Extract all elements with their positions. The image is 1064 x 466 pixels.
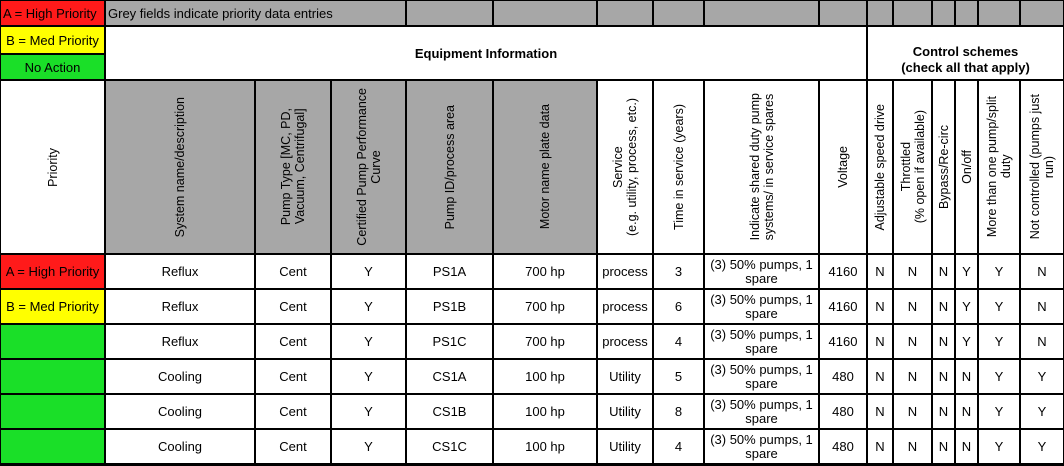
cell-system[interactable] — [105, 429, 255, 464]
cell-throttled[interactable] — [893, 429, 932, 464]
cell-bypass[interactable] — [932, 394, 955, 429]
cell-cert-text: Y — [364, 334, 373, 349]
cell-system[interactable] — [105, 394, 255, 429]
cell-notctrl[interactable] — [1020, 324, 1064, 359]
cell-service[interactable] — [597, 254, 653, 289]
section-equipment-information[interactable] — [105, 26, 867, 80]
cell-split-text: Y — [994, 299, 1004, 314]
legend-high-priority-text: A = High Priority — [3, 5, 97, 21]
header-grey-cell[interactable] — [867, 0, 893, 26]
cell-priority-text: A = High Priority — [5, 264, 100, 279]
header-grey-cell[interactable] — [493, 0, 597, 26]
cell-service[interactable] — [597, 324, 653, 359]
cell-priority[interactable] — [0, 254, 105, 289]
cell-system-text: Cooling — [157, 404, 203, 419]
cell-asd-text: N — [875, 264, 885, 279]
cell-id[interactable] — [406, 429, 493, 464]
cell-throttled[interactable] — [893, 254, 932, 289]
cell-notctrl[interactable] — [1020, 359, 1064, 394]
cell-asd[interactable] — [867, 324, 893, 359]
cell-bypass[interactable] — [932, 324, 955, 359]
cell-split-text: Y — [994, 264, 1004, 279]
column-header-time-text: Time in service (years) — [671, 104, 686, 230]
column-header-service-text: Service (e.g. utility, process, etc.) — [611, 97, 639, 236]
cell-time[interactable] — [653, 324, 704, 359]
column-header-system[interactable] — [105, 80, 255, 254]
cell-voltage-text: 480 — [832, 369, 854, 384]
cell-throttled-text: N — [907, 439, 918, 454]
column-header-voltage[interactable] — [819, 80, 867, 254]
cell-onoff[interactable] — [955, 289, 978, 324]
cell-time[interactable] — [653, 289, 704, 324]
cell-split[interactable] — [978, 289, 1020, 324]
cell-system-text: Reflux — [161, 299, 199, 314]
cell-service[interactable] — [597, 394, 653, 429]
cell-onoff[interactable] — [955, 394, 978, 429]
cell-notctrl[interactable] — [1020, 429, 1064, 464]
cell-shared[interactable] — [704, 254, 819, 289]
cell-cert-text: Y — [364, 264, 373, 279]
cell-cert[interactable] — [331, 289, 406, 324]
cell-asd[interactable] — [867, 289, 893, 324]
header-grey-cell[interactable] — [597, 0, 653, 26]
cell-shared[interactable] — [704, 289, 819, 324]
cell-voltage[interactable] — [819, 254, 867, 289]
cell-voltage-text: 4160 — [828, 299, 858, 314]
cell-time[interactable] — [653, 429, 704, 464]
cell-voltage-text: 4160 — [828, 334, 858, 349]
cell-service-text: Utility — [609, 404, 641, 419]
note-grey-fields-text: Grey fields indicate priority data entries — [108, 5, 333, 21]
cell-voltage[interactable] — [819, 429, 867, 464]
cell-throttled-text: N — [907, 404, 918, 419]
cell-system[interactable] — [105, 254, 255, 289]
cell-system-text: Cooling — [157, 439, 203, 454]
cell-throttled[interactable] — [893, 394, 932, 429]
cell-asd-text: N — [875, 299, 885, 314]
cell-system[interactable] — [105, 289, 255, 324]
cell-shared-text: (3) 50% pumps, 1 spare — [710, 361, 813, 391]
column-header-shared[interactable] — [704, 80, 819, 254]
cell-asd-text: N — [875, 334, 885, 349]
column-header-pump_type-text: Pump Type [MC, PD, Vacuum, Centrifugal] — [279, 108, 307, 226]
column-header-service[interactable] — [597, 80, 653, 254]
cell-service-text: process — [602, 299, 648, 314]
header-grey-cell[interactable] — [819, 0, 867, 26]
cell-priority-text: B = Med Priority — [6, 299, 99, 314]
cell-type-text: Cent — [279, 404, 307, 419]
column-header-asd[interactable] — [867, 80, 893, 254]
legend-high-priority[interactable] — [0, 0, 105, 26]
cell-motor[interactable] — [493, 289, 597, 324]
cell-split-text: Y — [994, 404, 1004, 419]
cell-cert-text: Y — [364, 299, 373, 314]
column-header-certified[interactable] — [331, 80, 406, 254]
cell-bypass[interactable] — [932, 359, 955, 394]
cell-notctrl-text: Y — [1037, 439, 1047, 454]
cell-time[interactable] — [653, 359, 704, 394]
column-header-notctrl-text: Not controlled (pumps just run) — [1028, 94, 1056, 240]
cell-service-text: process — [602, 264, 648, 279]
cell-time-text: 4 — [674, 334, 683, 349]
cell-motor-text: 100 hp — [525, 369, 565, 384]
header-grey-cell[interactable] — [932, 0, 955, 26]
cell-cert-text: Y — [364, 439, 373, 454]
cell-split[interactable] — [978, 394, 1020, 429]
cell-motor[interactable] — [493, 359, 597, 394]
cell-time-text: 8 — [674, 404, 683, 419]
cell-onoff-text: Y — [962, 264, 971, 279]
cell-voltage[interactable] — [819, 394, 867, 429]
cell-shared[interactable] — [704, 359, 819, 394]
cell-time-text: 3 — [674, 264, 683, 279]
cell-system-text: Reflux — [161, 334, 199, 349]
cell-onoff-text: Y — [962, 334, 971, 349]
column-header-system-text: System name/description — [173, 96, 187, 238]
cell-bypass[interactable] — [932, 429, 955, 464]
cell-cert[interactable] — [331, 394, 406, 429]
cell-time-text: 6 — [674, 299, 683, 314]
cell-type-text: Cent — [279, 299, 307, 314]
cell-shared[interactable] — [704, 429, 819, 464]
cell-id-text: PS1B — [432, 299, 467, 314]
cell-id[interactable] — [406, 324, 493, 359]
cell-throttled-text: N — [907, 264, 918, 279]
cell-onoff[interactable] — [955, 324, 978, 359]
column-header-certified-text: Certified Pump Performance Curve — [354, 88, 383, 246]
cell-cert[interactable] — [331, 254, 406, 289]
cell-shared-text: (3) 50% pumps, 1 spare — [710, 256, 813, 286]
column-header-split-text: More than one pump/split duty — [985, 96, 1013, 238]
cell-shared-text: (3) 50% pumps, 1 spare — [710, 431, 813, 461]
column-header-bypass-text: Bypass/Re-circ — [936, 124, 951, 210]
section-equipment-information-text: Equipment Information — [414, 45, 558, 61]
column-header-pump_type[interactable] — [255, 80, 331, 254]
cell-asd[interactable] — [867, 394, 893, 429]
legend-no-action[interactable] — [0, 54, 105, 80]
cell-bypass-text: N — [938, 334, 949, 349]
cell-motor-text: 700 hp — [525, 334, 565, 349]
header-grey-cell[interactable] — [978, 0, 1020, 26]
cell-asd[interactable] — [867, 254, 893, 289]
cell-service[interactable] — [597, 359, 653, 394]
cell-throttled[interactable] — [893, 289, 932, 324]
cell-throttled-text: N — [907, 299, 918, 314]
cell-notctrl-text: Y — [1037, 404, 1047, 419]
cell-bypass[interactable] — [932, 254, 955, 289]
cell-id[interactable] — [406, 254, 493, 289]
cell-split[interactable] — [978, 324, 1020, 359]
legend-med-priority-text: B = Med Priority — [6, 32, 99, 48]
cell-shared[interactable] — [704, 324, 819, 359]
cell-id-text: PS1C — [432, 334, 467, 349]
cell-motor[interactable] — [493, 324, 597, 359]
cell-shared-text: (3) 50% pumps, 1 spare — [710, 291, 813, 321]
cell-onoff[interactable] — [955, 429, 978, 464]
cell-voltage[interactable] — [819, 359, 867, 394]
cell-id[interactable] — [406, 289, 493, 324]
cell-onoff-text: N — [961, 404, 972, 419]
cell-type[interactable] — [255, 429, 331, 464]
legend-no-action-text: No Action — [24, 59, 81, 75]
cell-priority[interactable] — [0, 394, 105, 429]
column-header-onoff[interactable] — [955, 80, 978, 254]
cell-onoff-text: Y — [962, 299, 971, 314]
cell-motor-text: 700 hp — [525, 299, 565, 314]
column-header-pump_id[interactable] — [406, 80, 493, 254]
cell-id-text: CS1A — [432, 369, 467, 384]
cell-system[interactable] — [105, 359, 255, 394]
cell-throttled-text: N — [907, 334, 918, 349]
cell-shared-text: (3) 50% pumps, 1 spare — [710, 396, 813, 426]
column-header-priority[interactable] — [0, 80, 105, 254]
cell-service[interactable] — [597, 289, 653, 324]
cell-notctrl[interactable] — [1020, 394, 1064, 429]
cell-type[interactable] — [255, 394, 331, 429]
cell-split[interactable] — [978, 254, 1020, 289]
cell-shared[interactable] — [704, 394, 819, 429]
column-header-voltage-text: Voltage — [836, 146, 850, 188]
cell-bypass-text: N — [938, 404, 949, 419]
cell-bypass-text: N — [938, 439, 949, 454]
cell-type-text: Cent — [279, 334, 307, 349]
cell-split-text: Y — [994, 334, 1004, 349]
cell-notctrl-text: N — [1037, 334, 1047, 349]
cell-id-text: CS1B — [432, 404, 467, 419]
cell-system-text: Reflux — [161, 264, 199, 279]
cell-onoff-text: N — [961, 439, 972, 454]
cell-type-text: Cent — [279, 369, 307, 384]
header-grey-cell[interactable] — [406, 0, 493, 26]
cell-notctrl-text: N — [1037, 299, 1047, 314]
cell-type[interactable] — [255, 289, 331, 324]
cell-notctrl[interactable] — [1020, 254, 1064, 289]
cell-split[interactable] — [978, 429, 1020, 464]
cell-type[interactable] — [255, 324, 331, 359]
cell-service[interactable] — [597, 429, 653, 464]
column-header-shared-text: Indicate shared duty pump systems/ in service spares — [747, 93, 776, 241]
cell-time-text: 5 — [674, 369, 683, 384]
cell-id-text: PS1A — [432, 264, 467, 279]
cell-cert[interactable] — [331, 429, 406, 464]
cell-system-text: Cooling — [157, 369, 203, 384]
section-control-schemes[interactable] — [867, 26, 1064, 80]
cell-voltage-text: 480 — [832, 439, 854, 454]
cell-voltage[interactable] — [819, 289, 867, 324]
header-grey-cell[interactable] — [893, 0, 932, 26]
header-grey-cell[interactable] — [704, 0, 819, 26]
column-header-motor[interactable] — [493, 80, 597, 254]
cell-motor[interactable] — [493, 429, 597, 464]
cell-id[interactable] — [406, 359, 493, 394]
cell-cert[interactable] — [331, 324, 406, 359]
column-header-bypass[interactable] — [932, 80, 955, 254]
cell-voltage[interactable] — [819, 324, 867, 359]
cell-bypass-text: N — [938, 264, 949, 279]
section-control-schemes-text: Control schemes (check all that apply) — [901, 44, 1030, 75]
cell-asd[interactable] — [867, 359, 893, 394]
cell-notctrl[interactable] — [1020, 289, 1064, 324]
column-header-split[interactable] — [978, 80, 1020, 254]
cell-asd-text: N — [875, 439, 885, 454]
cell-type[interactable] — [255, 254, 331, 289]
cell-type-text: Cent — [279, 439, 307, 454]
column-header-throttled[interactable] — [893, 80, 932, 254]
cell-time[interactable] — [653, 394, 704, 429]
cell-split[interactable] — [978, 359, 1020, 394]
column-header-time[interactable] — [653, 80, 704, 254]
cell-system[interactable] — [105, 324, 255, 359]
cell-split-text: Y — [994, 369, 1004, 384]
cell-priority[interactable] — [0, 289, 105, 324]
cell-shared-text: (3) 50% pumps, 1 spare — [710, 326, 813, 356]
cell-throttled[interactable] — [893, 324, 932, 359]
column-header-motor-text: Motor name plate data — [538, 104, 552, 230]
cell-notctrl-text: Y — [1037, 369, 1047, 384]
cell-cert-text: Y — [364, 404, 373, 419]
cell-asd-text: N — [875, 369, 885, 384]
column-header-throttled-text: Throttled (% open if available) — [898, 110, 927, 224]
cell-voltage-text: 4160 — [828, 264, 858, 279]
column-header-pump_id-text: Pump ID/process area — [442, 104, 457, 230]
cell-throttled[interactable] — [893, 359, 932, 394]
cell-notctrl-text: N — [1037, 264, 1047, 279]
cell-onoff-text: N — [961, 369, 972, 384]
cell-split-text: Y — [994, 439, 1004, 454]
cell-bypass-text: N — [938, 369, 949, 384]
cell-motor-text: 100 hp — [525, 404, 565, 419]
cell-onoff[interactable] — [955, 359, 978, 394]
cell-id-text: CS1C — [432, 439, 467, 454]
legend-med-priority[interactable] — [0, 26, 105, 54]
cell-motor-text: 700 hp — [525, 264, 565, 279]
column-header-onoff-text: On/off — [959, 150, 974, 184]
cell-motor[interactable] — [493, 394, 597, 429]
column-header-priority-text: Priority — [45, 147, 60, 187]
column-header-asd-text: Adjustable speed drive — [873, 103, 887, 231]
cell-service-text: Utility — [609, 369, 641, 384]
cell-asd[interactable] — [867, 429, 893, 464]
cell-type-text: Cent — [279, 264, 307, 279]
cell-priority[interactable] — [0, 359, 105, 394]
header-grey-cell[interactable] — [1020, 0, 1064, 26]
column-header-notctrl[interactable] — [1020, 80, 1064, 254]
cell-time[interactable] — [653, 254, 704, 289]
cell-throttled-text: N — [907, 369, 918, 384]
header-grey-cell[interactable] — [653, 0, 704, 26]
header-grey-cell[interactable] — [955, 0, 978, 26]
note-grey-fields[interactable] — [105, 0, 406, 26]
cell-service-text: process — [602, 334, 648, 349]
cell-priority[interactable] — [0, 324, 105, 359]
cell-cert[interactable] — [331, 359, 406, 394]
cell-asd-text: N — [875, 404, 885, 419]
cell-bypass-text: N — [938, 299, 949, 314]
cell-onoff[interactable] — [955, 254, 978, 289]
cell-time-text: 4 — [674, 439, 683, 454]
cell-voltage-text: 480 — [832, 404, 854, 419]
cell-bypass[interactable] — [932, 289, 955, 324]
cell-id[interactable] — [406, 394, 493, 429]
cell-motor[interactable] — [493, 254, 597, 289]
cell-service-text: Utility — [609, 439, 641, 454]
cell-priority[interactable] — [0, 429, 105, 464]
cell-type[interactable] — [255, 359, 331, 394]
cell-motor-text: 100 hp — [525, 439, 565, 454]
cell-cert-text: Y — [364, 369, 373, 384]
